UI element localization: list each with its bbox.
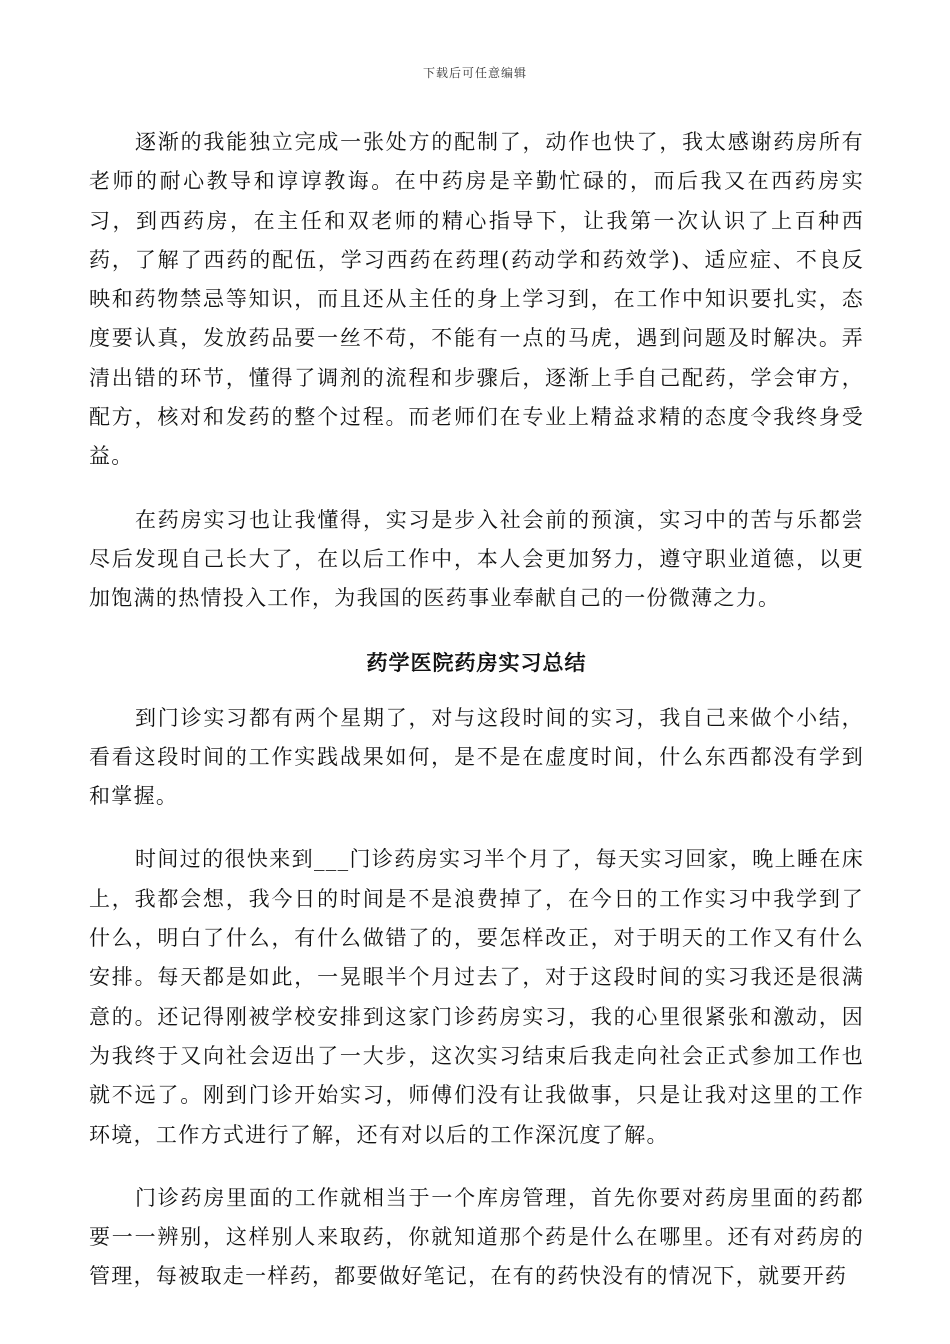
paragraph: 到门诊实习都有两个星期了，对与这段时间的实习，我自己来做个小结，看看这段时间的工作实践战果如何，是不是在虚度时间，什么东西都没有学到和掌握。	[89, 705, 864, 809]
paragraph: 逐渐的我能独立完成一张处方的配制了，动作也快了，我太感谢药房所有老师的耐心教导和谆谆教诲。在中药房是辛勤忙碌的，而后我又在西药房实习，到西药房，在主任和双老师的精心指导下，让我第一次认识了上百种西药，了解了西药的配伍，学习西药在药理(药动学和药效学)、适应症、不良反映和药物禁忌等知识，而且还从主任的身上学习到，在工作中知识要扎实，态度要认真，发放药品要一丝不苟，不能有一点的马虎，遇到问题及时解决。弄清出错的环节，懂得了调剂的流程和步骤后，逐渐上手自己配药，学会审方，配方，核对和发药的整个过程。而老师们在专业上精益求精的态度令我终身受益。	[89, 130, 864, 469]
paragraph: 在药房实习也让我懂得，实习是步入社会前的预演，实习中的苦与乐都尝尽后发现自己长大了，在以后工作中，本人会更加努力，遵守职业道德，以更加饱满的热情投入工作，为我国的医药事业奉献自己的一份微薄之力。	[89, 507, 864, 611]
paragraph: 时间过的很快来到___门诊药房实习半个月了，每天实习回家，晚上睡在床上，我都会想，我今日的时间是不是浪费掉了，在今日的工作实习中我学到了什么，明白了什么，有什么做错了的，要怎样改正，对于明天的工作又有什么安排。每天都是如此，一晃眼半个月过去了，对于这段时间的实习我还是很满意的。还记得刚被学校安排到这家门诊药房实习，我的心里很紧张和激动，因为我终于又向社会迈出了一大步，这次实习结束后我走向社会正式参加工作也就不远了。刚到门诊开始实习，师傅们没有让我做事，只是让我对这里的工作环境，工作方式进行了解，还有对以后的工作深沉度了解。	[89, 847, 864, 1147]
section-title: 药学医院药房实习总结	[366, 650, 587, 675]
paragraph: 门诊药房里面的工作就相当于一个库房管理，首先你要对药房里面的药都要一一辨别，这样别人来取药，你就知道那个药是什么在哪里。还有对药房的管理，每被取走一样药，都要做好笔记，在有的药快没有的情况下，就要开药	[89, 1185, 864, 1289]
page-header-note: 下载后可任意编辑	[422, 66, 527, 80]
document-body	[89, 123, 864, 1321]
